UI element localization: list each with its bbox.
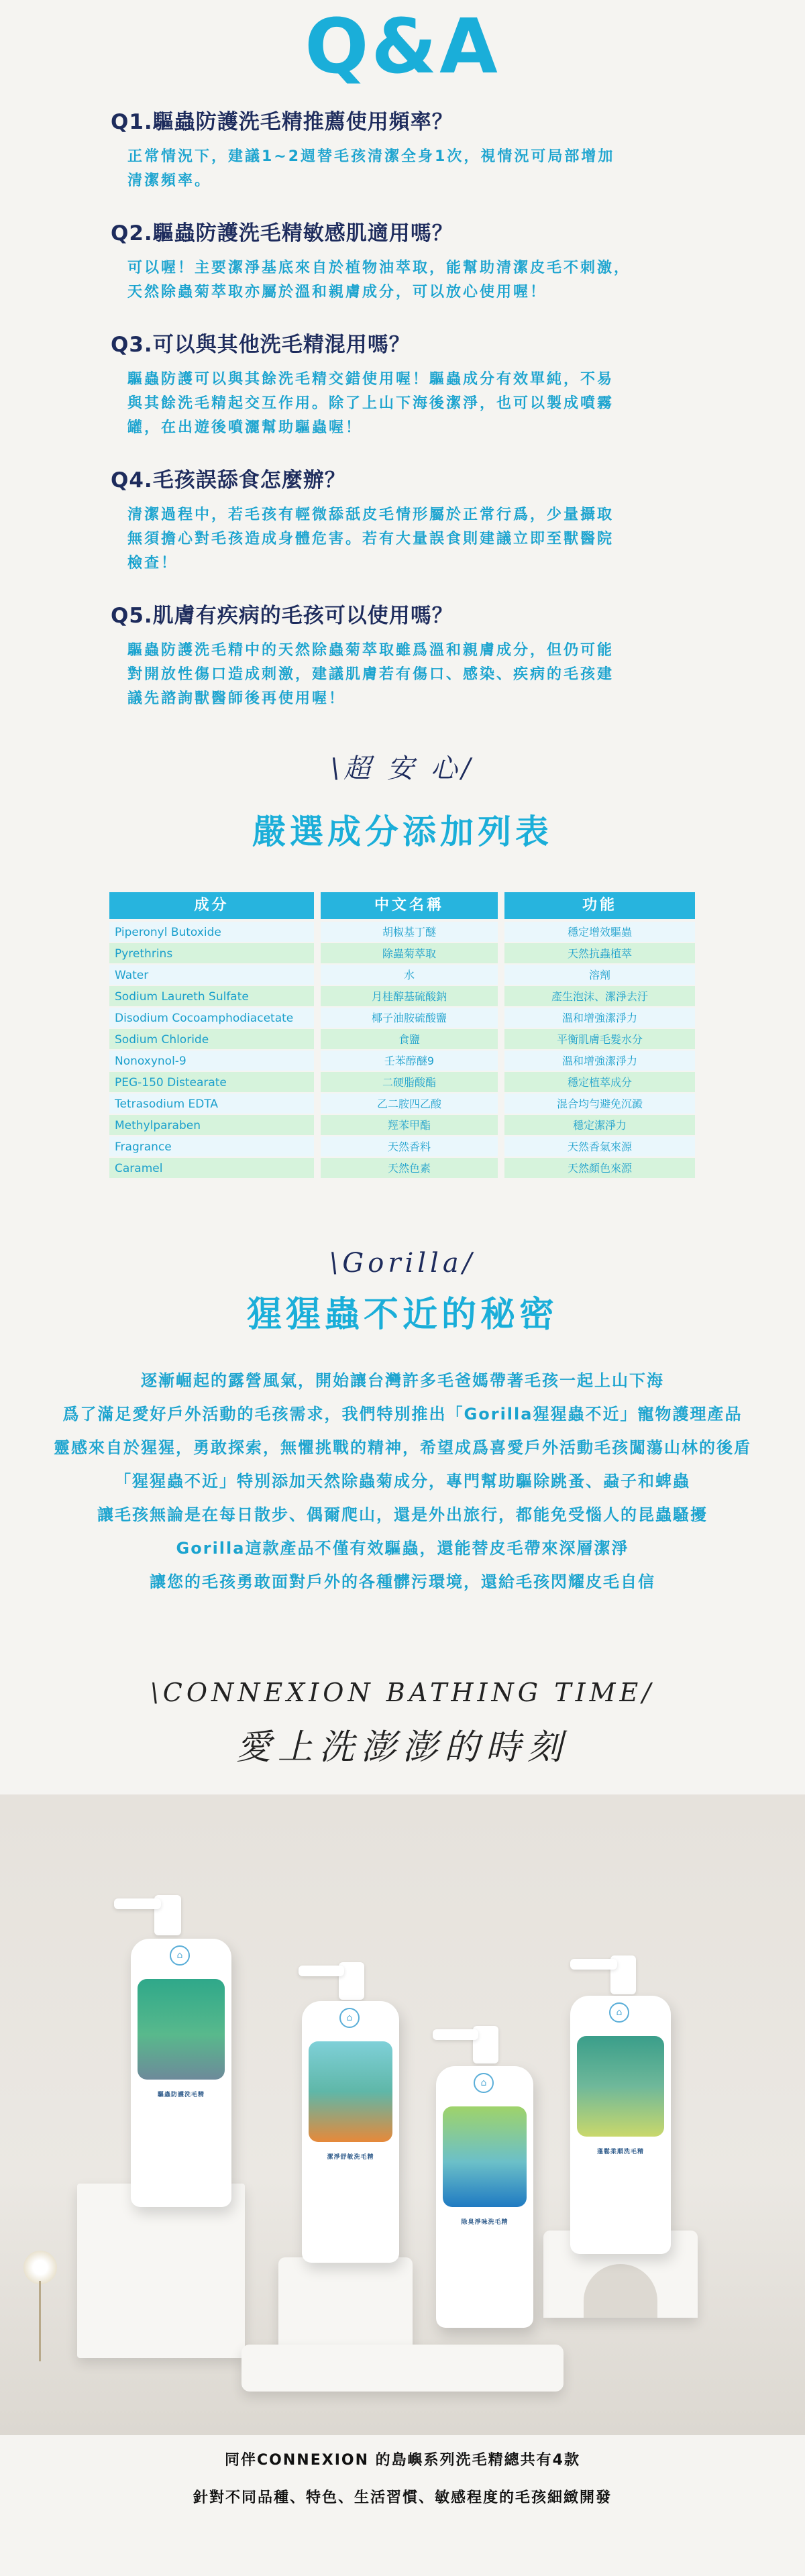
table-row (109, 1072, 695, 1093)
ingredients-subtitle: \超 安 心/ (330, 753, 475, 784)
ingredient-cell: Pyrethrins (109, 943, 314, 965)
chinese-name-cell: 水 (321, 965, 498, 986)
answer-2-line-1: 可以喔！主要潔淨基底來自於植物油萃取，能幫助清潔皮毛不刺激， (127, 260, 631, 276)
question-2: Q2.驅蟲防護洗毛精敏感肌適用嗎？ (111, 221, 453, 246)
table-row (109, 1158, 695, 1179)
qa-list (111, 107, 714, 737)
table-row (109, 1008, 695, 1029)
answer-3-line-1: 驅蟲防護可以與其餘洗毛精交錯使用喔！驅蟲成分有效單純，不易 (127, 371, 614, 388)
flower-decoration (23, 2251, 57, 2284)
function-cell: 溫和增強潔淨力 (504, 1051, 695, 1072)
answer-5 (111, 639, 714, 711)
table-row (109, 986, 695, 1008)
pump-nozzle-2 (299, 1966, 344, 1976)
header-function: 功能 (504, 892, 695, 919)
table-row (109, 1051, 695, 1072)
pedestal-base (241, 2345, 564, 2392)
chinese-name-cell: 二硬脂酸酯 (321, 1072, 498, 1093)
chinese-name-cell: 乙二胺四乙酸 (321, 1093, 498, 1115)
function-cell: 平衡肌膚毛髮水分 (504, 1029, 695, 1051)
ingredients-title: 嚴選成分添加列表 (252, 812, 553, 851)
bottle-logo-icon-2: ⌂ (339, 2008, 360, 2028)
function-cell: 溫和增強潔淨力 (504, 1008, 695, 1029)
answer-5-line-1: 驅蟲防護洗毛精中的天然除蟲菊萃取雖爲溫和親膚成分，但仍可能 (127, 642, 614, 659)
chinese-name-cell: 食鹽 (321, 1029, 498, 1051)
ingredient-cell: Sodium Laureth Sulfate (109, 986, 314, 1008)
bottle-art-1 (138, 1979, 225, 2080)
table-row (109, 922, 695, 943)
story-line-4: 「猩猩蟲不近」特別添加天然除蟲菊成分，專門幫助驅除跳蚤、蝨子和蜱蟲 (115, 1472, 690, 1491)
chinese-name-cell: 天然色素 (321, 1158, 498, 1179)
table-header (109, 892, 695, 919)
table-row (109, 965, 695, 986)
story-text (0, 1365, 805, 1600)
header-chinese-name: 中文名稱 (321, 892, 498, 919)
qa-item-4 (111, 466, 714, 576)
ingredient-cell: Sodium Chloride (109, 1029, 314, 1051)
bottle-4 (570, 1996, 671, 2254)
function-cell: 穩定植萃成分 (504, 1072, 695, 1093)
story-line-2: 爲了滿足愛好戶外活動的毛孩需求，我們特別推出「Gorilla猩猩蟲不近」寵物護理產品 (62, 1405, 743, 1424)
qa-item-3 (111, 330, 714, 440)
function-cell: 天然顏色來源 (504, 1158, 695, 1179)
story-line-7: 讓您的毛孩勇敢面對戶外的各種髒污環境，還給毛孩閃耀皮毛自信 (150, 1572, 655, 1591)
qa-item-1 (111, 107, 714, 193)
bottle-3 (436, 2066, 533, 2328)
qa-item-2 (111, 219, 714, 305)
qa-item-5 (111, 601, 714, 711)
chinese-name-cell: 胡椒基丁醚 (321, 922, 498, 943)
ingredient-cell: Caramel (109, 1158, 314, 1179)
bottle-art-4 (577, 2036, 664, 2137)
answer-3-line-3: 罐，在出遊後噴灑幫助驅蟲喔！ (127, 419, 363, 436)
ingredient-table (109, 892, 695, 1179)
ingredient-cell: Tetrasodium EDTA (109, 1093, 314, 1115)
answer-3-line-2: 與其餘洗毛精起交互作用。除了上山下海後潔淨，也可以製成噴霧 (127, 395, 614, 412)
table-row (109, 943, 695, 965)
bathing-title: 愛上洗澎澎的時刻 (235, 1727, 569, 1768)
function-cell: 穩定增效驅蟲 (504, 922, 695, 943)
answer-4-line-3: 檢查！ (127, 555, 178, 572)
footer-line-2: 針對不同品種、特色、生活習慣、敏感程度的毛孩細緻開發 (193, 2489, 612, 2506)
table-row (109, 1029, 695, 1051)
bottle-label-4: 蓬鬆柔順洗毛精 (596, 2149, 644, 2155)
function-cell: 天然抗蟲植萃 (504, 943, 695, 965)
footer (0, 2442, 805, 2517)
flower-stem (39, 2281, 41, 2361)
pump-nozzle-3 (433, 2029, 478, 2040)
table-row (109, 1093, 695, 1115)
story-line-5: 讓毛孩無論是在每日散步、偶爾爬山，還是外出旅行，都能免受惱人的昆蟲騷擾 (97, 1505, 708, 1524)
chinese-name-cell: 椰子油胺硫酸鹽 (321, 1008, 498, 1029)
bottle-label-1: 驅蟲防護洗毛精 (157, 2092, 205, 2098)
chinese-name-cell: 羥苯甲酯 (321, 1115, 498, 1136)
function-cell: 穩定潔淨力 (504, 1115, 695, 1136)
qa-title: Q&A (305, 3, 500, 91)
bathing-subtitle: \CONNEXION BATHING TIME/ (150, 1678, 655, 1707)
question-4: Q4.毛孩誤舔食怎麼辦？ (111, 468, 346, 492)
bottle-logo-icon-3: ⌂ (474, 2073, 494, 2093)
table-row (109, 1115, 695, 1136)
story-line-1: 逐漸崛起的露營風氣，開始讓台灣許多毛爸媽帶著毛孩一起上山下海 (141, 1371, 664, 1390)
answer-4-line-1: 清潔過程中，若毛孩有輕微舔舐皮毛情形屬於正常行爲，少量攝取 (127, 506, 614, 523)
answer-5-line-2: 對開放性傷口造成刺激，建議肌膚若有傷口、感染、疾病的毛孩建 (127, 666, 614, 683)
ingredient-cell: Nonoxynol-9 (109, 1051, 314, 1072)
chinese-name-cell: 壬苯醇醚9 (321, 1051, 498, 1072)
bottle-logo-icon-1: ⌂ (170, 1945, 190, 1966)
bottle-label-3: 除臭淨味洗毛精 (461, 2219, 508, 2226)
ingredient-cell: Piperonyl Butoxide (109, 922, 314, 943)
header-ingredient: 成分 (109, 892, 314, 919)
table-body (109, 922, 695, 1179)
answer-5-line-3: 議先諮詢獸醫師後再使用喔！ (127, 690, 346, 707)
pedestal-left (77, 2184, 245, 2358)
function-cell: 混合均勻避免沉澱 (504, 1093, 695, 1115)
bottle-label-2: 潔淨舒敏洗毛精 (327, 2154, 374, 2161)
ingredient-cell: Water (109, 965, 314, 986)
function-cell: 溶劑 (504, 965, 695, 986)
answer-1 (111, 145, 714, 193)
story-subtitle: \Gorilla/ (329, 1248, 476, 1279)
pump-nozzle-4 (570, 1959, 617, 1970)
answer-3 (111, 368, 714, 440)
function-cell: 天然香氣來源 (504, 1136, 695, 1158)
story-line-6: Gorilla這款產品不僅有效驅蟲，還能替皮毛帶來深層潔淨 (176, 1539, 629, 1558)
bottle-2 (302, 2001, 399, 2263)
chinese-name-cell: 除蟲菊萃取 (321, 943, 498, 965)
product-photo (0, 1794, 805, 2435)
ingredient-cell: Fragrance (109, 1136, 314, 1158)
chinese-name-cell: 月桂醇基硫酸鈉 (321, 986, 498, 1008)
bottle-logo-icon-4: ⌂ (609, 2002, 629, 2023)
answer-2-line-2: 天然除蟲菊萃取亦屬於溫和親膚成分，可以放心使用喔！ (127, 284, 547, 301)
ingredient-cell: Methylparaben (109, 1115, 314, 1136)
answer-1-line-1: 正常情況下，建議1~2週替毛孩清潔全身1次，視情況可局部增加 (127, 148, 615, 165)
pump-nozzle-1 (114, 1898, 161, 1909)
answer-1-line-2: 清潔頻率。 (127, 172, 212, 189)
answer-4 (111, 503, 714, 576)
footer-line-1: 同伴CONNEXION 的島嶼系列洗毛精總共有4款 (225, 2452, 580, 2469)
answer-2 (111, 256, 714, 305)
function-cell: 產生泡沫、潔淨去汙 (504, 986, 695, 1008)
ingredient-cell: Disodium Cocoamphodiacetate (109, 1008, 314, 1029)
question-1: Q1.驅蟲防護洗毛精推薦使用頻率？ (111, 110, 453, 134)
pedestal-middle (278, 2257, 413, 2358)
question-5: Q5.肌膚有疾病的毛孩可以使用嗎？ (111, 604, 453, 628)
table-row (109, 1136, 695, 1158)
answer-4-line-2: 無須擔心對毛孩造成身體危害。若有大量誤食則建議立即至獸醫院 (127, 531, 614, 547)
question-3: Q3.可以與其他洗毛精混用嗎？ (111, 333, 411, 357)
bottle-art-2 (309, 2041, 392, 2142)
bottle-art-3 (443, 2106, 527, 2207)
ingredient-cell: PEG-150 Distearate (109, 1072, 314, 1093)
bottle-1 (131, 1939, 231, 2207)
chinese-name-cell: 天然香料 (321, 1136, 498, 1158)
story-title: 猩猩蟲不近的秘密 (246, 1295, 558, 1335)
story-line-3: 靈感來自於猩猩，勇敢探索，無懼挑戰的精神，希望成爲喜愛戶外活動毛孩闖蕩山林的後盾 (54, 1438, 751, 1457)
